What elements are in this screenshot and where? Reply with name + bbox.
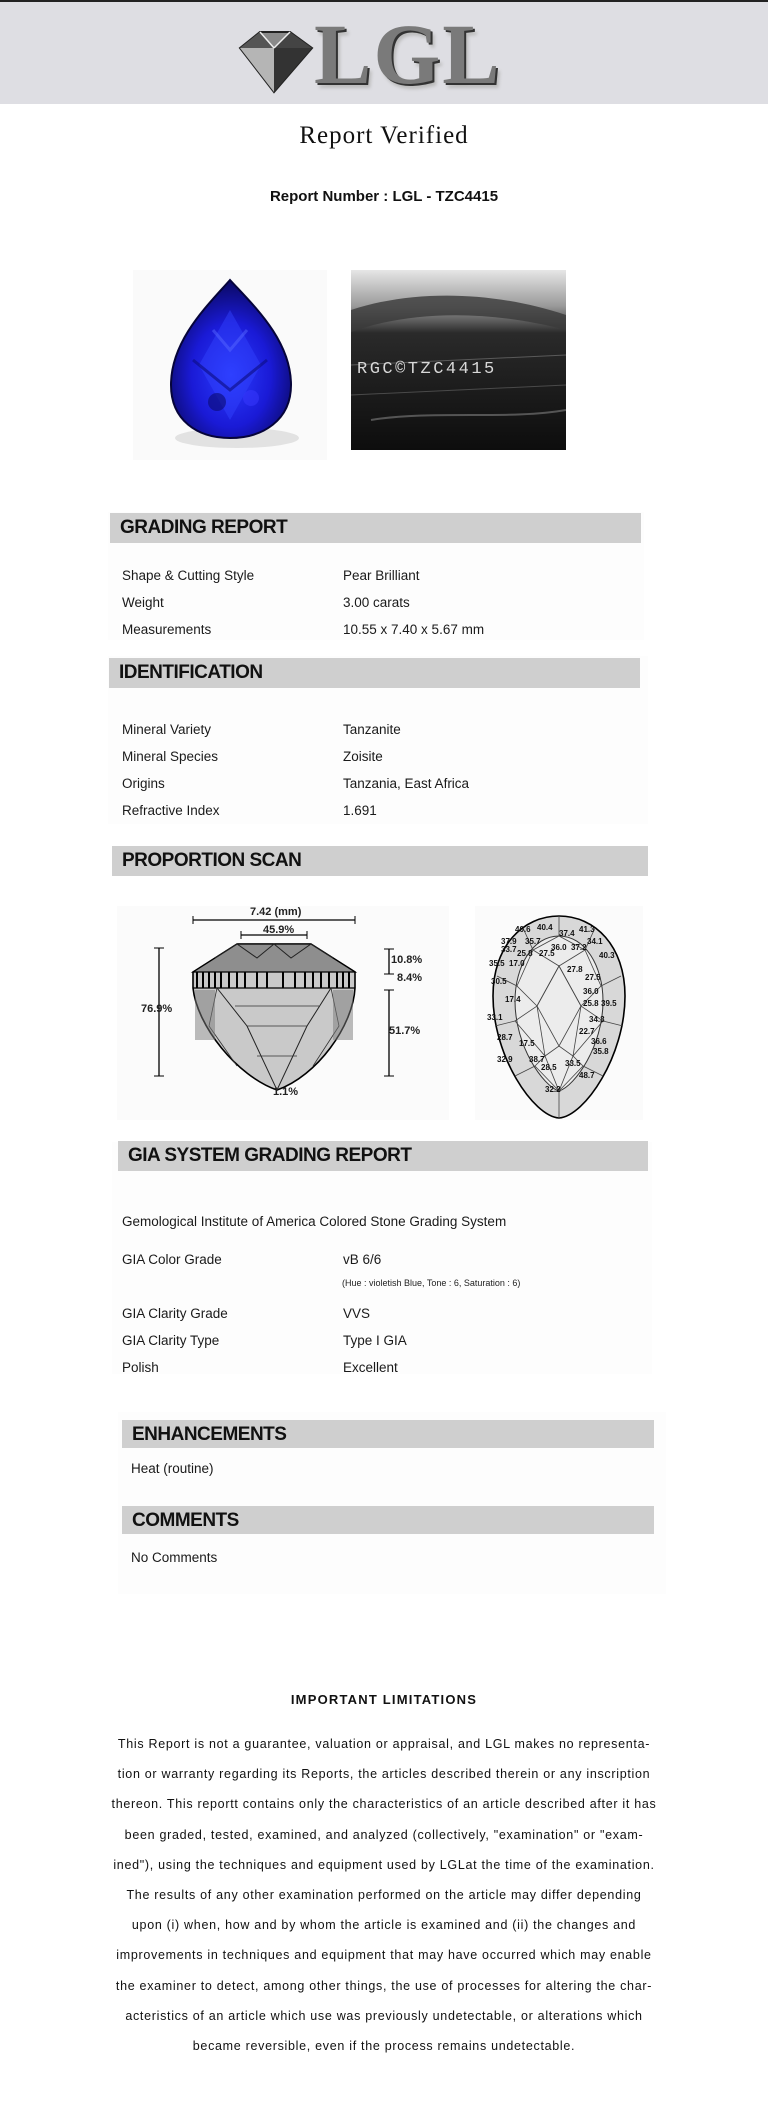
enhancements-heading: ENHANCEMENTS bbox=[122, 1420, 654, 1448]
facet-angle-label: 34.3 bbox=[589, 1015, 605, 1024]
facet-angle-label: 35.5 bbox=[489, 959, 505, 968]
limitations-line: acteristics of an article which use was previously undetectable, or alterations which bbox=[125, 2008, 643, 2023]
facet-angle-label: 32.2 bbox=[545, 1085, 561, 1094]
row-label: GIA Clarity Grade bbox=[122, 1306, 228, 1321]
depth-label: 76.9% bbox=[141, 1003, 173, 1015]
facet-diagram bbox=[475, 906, 643, 1120]
limitations-line: tion or warranty regarding its Reports, the articles described therein or any inscription bbox=[117, 1767, 651, 1782]
row-value: Zoisite bbox=[343, 749, 383, 764]
row-label: Mineral Species bbox=[122, 749, 219, 764]
limitations-line: improvements in techniques and equipment that may have occurred which may enable bbox=[116, 1948, 652, 1963]
row-value: 10.55 x 7.40 x 5.67 mm bbox=[343, 622, 485, 637]
facet-angle-label: 28.5 bbox=[541, 1063, 557, 1072]
gemstone-photo bbox=[133, 270, 327, 460]
limitations-line: the examiner to detect, among other things, the use of processes for altering the char- bbox=[115, 1978, 653, 1993]
facet-angle-label: 33.5 bbox=[565, 1059, 581, 1068]
limitations-line: became reversible, even if the process remains undetectable. bbox=[192, 2039, 576, 2053]
facet-angle-label: 27.8 bbox=[567, 965, 583, 974]
row-value: Excellent bbox=[343, 1360, 398, 1375]
facet-angle-label: 17.5 bbox=[519, 1039, 535, 1048]
facet-angle-label: 22.7 bbox=[579, 1027, 595, 1036]
limitations-line: thereon. This reportt contains only the characteristics of an article described after it has bbox=[111, 1797, 657, 1812]
culet-label: 1.1% bbox=[273, 1086, 299, 1098]
facet-angle-label: 36.6 bbox=[591, 1037, 607, 1046]
limitations-heading: IMPORTANT LIMITATIONS bbox=[290, 1692, 478, 1707]
girdle-label: 8.4% bbox=[397, 972, 423, 984]
gia-heading: GIA SYSTEM GRADING REPORT bbox=[118, 1141, 648, 1171]
facet-angle-label: 33.1 bbox=[487, 1013, 503, 1022]
table-label: 45.9% bbox=[263, 924, 295, 936]
facet-angle-label: 33.7 bbox=[501, 945, 517, 954]
facet-angle-label: 35.7 bbox=[525, 937, 541, 946]
facet-angle-label: 37.2 bbox=[571, 943, 587, 952]
facet-angle-label: 28.7 bbox=[497, 1033, 513, 1042]
row-value: vB 6/6 bbox=[343, 1252, 382, 1267]
row-value: VVS bbox=[343, 1306, 371, 1321]
row-value: Pear Brilliant bbox=[343, 568, 420, 583]
row-label: Weight bbox=[122, 595, 164, 610]
color-grade-note: (Hue : violetish Blue, Tone : 6, Saturation : 6) bbox=[342, 1278, 521, 1288]
limitations-line: upon (i) when, how and by whom the article is examined and (ii) the changes and bbox=[131, 1918, 637, 1933]
facet-angle-label: 32.9 bbox=[497, 1055, 513, 1064]
logo-text: LGL bbox=[314, 6, 502, 102]
facet-angle-label: 41.3 bbox=[579, 925, 595, 934]
facet-angle-label: 34.1 bbox=[587, 937, 603, 946]
crown-height-label: 10.8% bbox=[391, 954, 423, 966]
site-header bbox=[0, 0, 768, 104]
row-label: Refractive Index bbox=[122, 803, 220, 818]
facet-angle-label: 17.4 bbox=[505, 995, 521, 1004]
proportion-scan-heading: PROPORTION SCAN bbox=[112, 846, 648, 876]
row-label: Measurements bbox=[122, 622, 212, 637]
row-label: Mineral Variety bbox=[122, 722, 212, 737]
lgl-logo[interactable] bbox=[230, 6, 502, 102]
facet-angle-label: 48.7 bbox=[579, 1071, 595, 1080]
limitations-line: been graded, tested, examined, and analyzed (collectively, "examination" or "exam- bbox=[124, 1827, 644, 1842]
limitations-line: The results of any other examination performed on the article may differ depending bbox=[126, 1888, 642, 1902]
facet-angle-label: 38.7 bbox=[529, 1055, 545, 1064]
width-label: 7.42 (mm) bbox=[250, 906, 302, 918]
facet-angle-label: 39.5 bbox=[601, 999, 617, 1008]
grading-report-heading: GRADING REPORT bbox=[110, 513, 641, 543]
facet-angle-label: 37.9 bbox=[501, 937, 517, 946]
facet-angle-label: 27.5 bbox=[585, 973, 601, 982]
facet-angle-label: 40.3 bbox=[599, 951, 615, 960]
inscription-text: RGC©TZC4415 bbox=[357, 360, 497, 379]
row-value: Tanzanite bbox=[343, 722, 401, 737]
facet-angle-label: 17.0 bbox=[509, 959, 525, 968]
facet-angle-label: 27.5 bbox=[539, 949, 555, 958]
facet-angle-label: 35.8 bbox=[593, 1047, 609, 1056]
row-label: GIA Color Grade bbox=[122, 1252, 222, 1267]
pavilion-depth-label: 51.7% bbox=[389, 1025, 421, 1037]
diamond-icon bbox=[230, 26, 318, 96]
row-label: Origins bbox=[122, 776, 165, 791]
report-number: Report Number : LGL - TZC4415 bbox=[269, 188, 499, 205]
row-value: 1.691 bbox=[343, 803, 377, 818]
row-value: Type I GIA bbox=[343, 1333, 407, 1348]
facet-angle-label: 25.8 bbox=[517, 949, 533, 958]
row-value: 3.00 carats bbox=[343, 595, 410, 610]
facet-angle-label: 36.0 bbox=[583, 987, 599, 996]
limitations-line: This Report is not a guarantee, valuation or appraisal, and LGL makes no representa- bbox=[117, 1737, 651, 1751]
facet-angle-label: 40.4 bbox=[537, 923, 553, 932]
row-value: Tanzania, East Africa bbox=[343, 776, 470, 791]
facet-angle-label: 25.8 bbox=[583, 999, 599, 1008]
row-label: Polish bbox=[122, 1360, 159, 1375]
limitations-line: ined"), using the techniques and equipment used by LGLat the time of the examination. bbox=[113, 1857, 655, 1872]
row-label: Shape & Cutting Style bbox=[122, 568, 255, 583]
facet-angle-label: 30.5 bbox=[491, 977, 507, 986]
inscription-photo bbox=[351, 270, 566, 450]
facet-angle-label: 36.0 bbox=[551, 943, 567, 952]
page-title: Report Verified bbox=[299, 122, 469, 149]
facet-angle-label: 37.4 bbox=[559, 929, 575, 938]
facet-angle-label: 40.6 bbox=[515, 925, 531, 934]
comments-heading: COMMENTS bbox=[122, 1506, 654, 1534]
row-label: GIA Clarity Type bbox=[122, 1333, 220, 1348]
profile-diagram bbox=[117, 906, 449, 1120]
identification-heading: IDENTIFICATION bbox=[109, 658, 640, 688]
